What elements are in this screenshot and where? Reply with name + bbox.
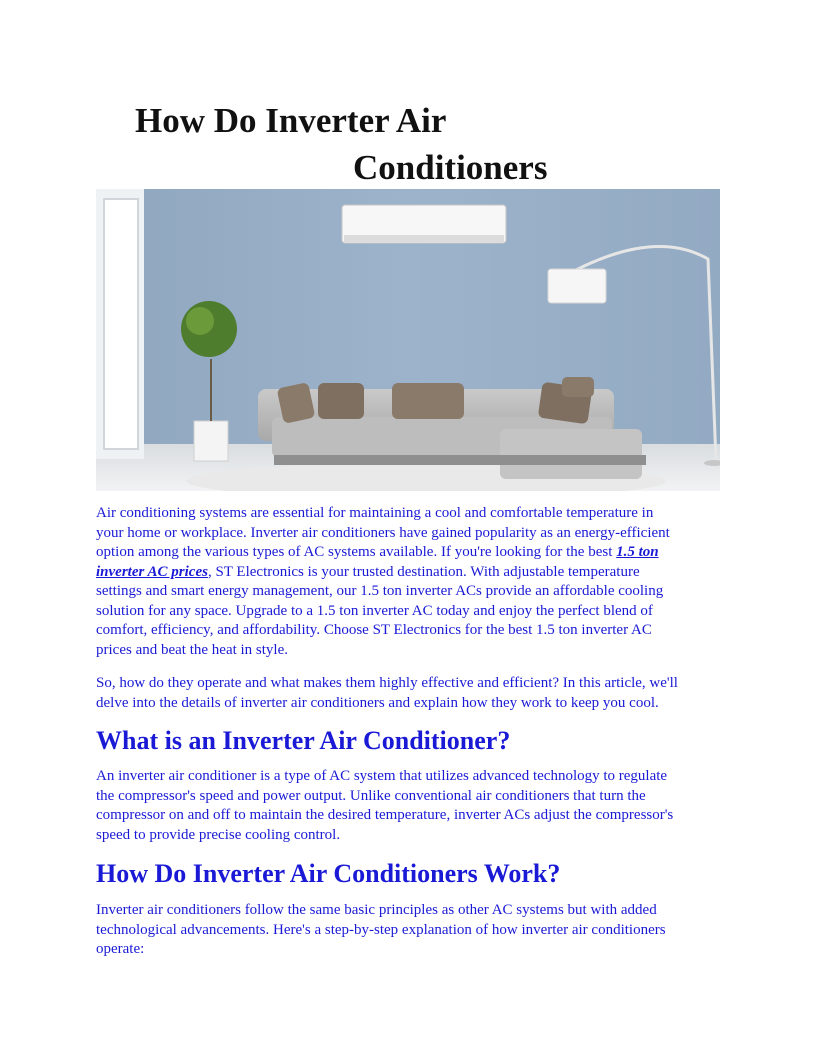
- definition-paragraph: [96, 767, 721, 845]
- page-title-line-1: How Do Inverter Air: [135, 101, 447, 140]
- definition-line-1: An inverter air conditioner is a type of AC system that utilizes advanced technology to regulate: [96, 768, 668, 784]
- sofa-base: [274, 455, 646, 465]
- heading-how-inverter-ac-works: How Do Inverter Air Conditioners Work?: [96, 859, 561, 888]
- living-room-air-conditioner-image: [96, 189, 720, 491]
- page-title-line-2: Conditioners: [353, 148, 548, 187]
- question-paragraph: [96, 674, 721, 713]
- how-line-3: operate:: [96, 941, 145, 957]
- intro-line-1: Air conditioning systems are essential for maintaining a cool and comfortable temperature in: [96, 505, 654, 521]
- question-line-2: delve into the details of inverter air conditioners and explain how they work to keep you cool.: [96, 694, 659, 711]
- ac-vent: [344, 235, 504, 242]
- how-line-1: Inverter air conditioners follow the same basic principles as other AC systems but with added: [96, 902, 657, 918]
- intro-line-5: settings and smart energy management, our 1.5 ton inverter ACs provide an affordable cooling: [96, 583, 664, 599]
- intro-line-4-text: , ST Electronics is your trusted destination. With adjustable temperature: [207, 563, 640, 580]
- definition-line-3: compressor on and off to maintain the desired temperature, inverter ACs adjust the compressor's: [96, 807, 674, 823]
- pillow-2: [318, 383, 364, 419]
- intro-line-7: comfort, efficiency, and affordability. Choose ST Electronics for the best 1.5 ton inverter AC: [96, 622, 652, 638]
- intro-paragraph: [96, 504, 721, 660]
- heading-what-is-inverter-ac: What is an Inverter Air Conditioner?: [96, 726, 511, 755]
- intro-line-3: [96, 543, 721, 563]
- ac-prices-link-part-2[interactable]: inverter AC prices: [96, 563, 208, 580]
- pillow-5: [562, 377, 594, 397]
- intro-line-2: your home or workplace. Inverter air conditioners have gained popularity as an energy-efficient: [96, 524, 670, 541]
- plant-pot: [194, 421, 228, 461]
- plant-foliage-highlight: [186, 307, 214, 335]
- intro-line-6: solution for any space. Upgrade to a 1.5 ton inverter AC today and enjoy the perfect blend of: [96, 602, 653, 619]
- intro-line-8: prices and beat the heat in style.: [96, 641, 289, 658]
- definition-line-2: the compressor's speed and power output. Unlike conventional air conditioners that turn the: [96, 787, 646, 804]
- hero-image: [96, 189, 720, 491]
- lamp-shade: [548, 269, 606, 303]
- how-line-2: technological advancements. Here's a step-by-step explanation of how inverter air conditioners: [96, 921, 666, 938]
- intro-line-3-text: option among the various types of AC systems available. If you're looking for the best: [96, 544, 617, 560]
- ac-prices-link-part-1[interactable]: 1.5 ton: [616, 544, 659, 560]
- definition-line-4: speed to provide precise cooling control.: [96, 826, 341, 843]
- sofa-chaise: [500, 429, 642, 479]
- intro-line-4: [96, 563, 721, 583]
- question-line-1: So, how do they operate and what makes them highly effective and efficient? In this article, we'll: [96, 675, 678, 691]
- how-it-works-paragraph: [96, 901, 721, 960]
- pillow-3: [392, 383, 464, 419]
- window-pane: [104, 199, 138, 449]
